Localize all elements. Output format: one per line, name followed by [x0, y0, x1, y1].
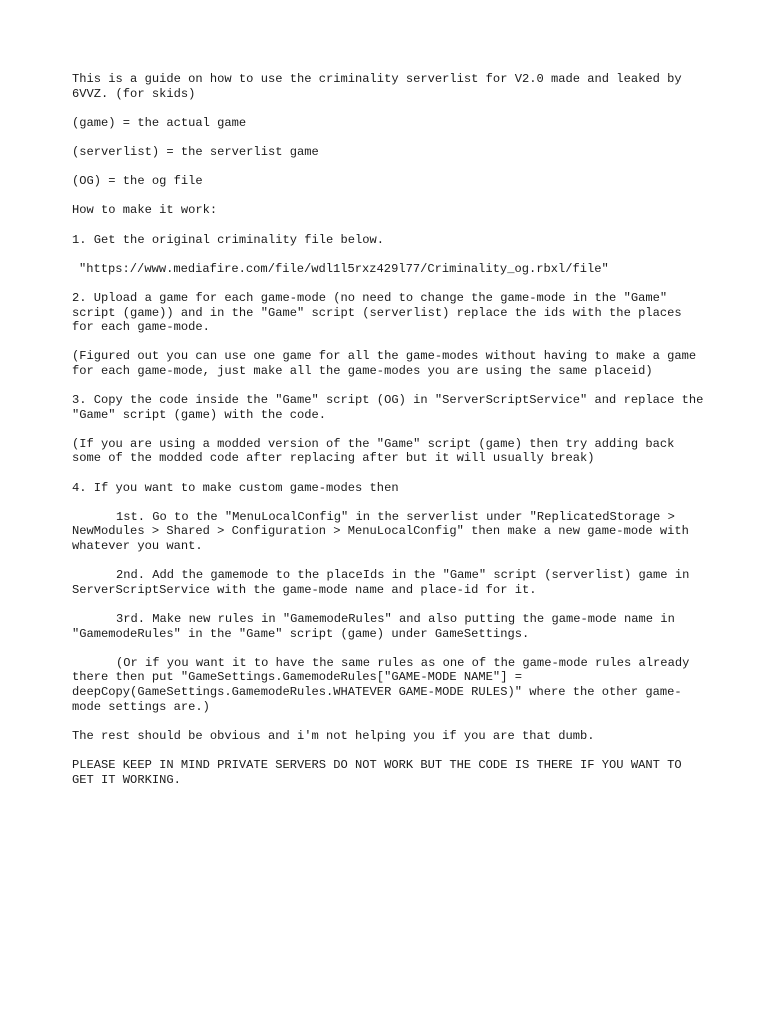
definition-game: (game) = the actual game: [72, 115, 247, 130]
step-4: 4. If you want to make custom game-modes then: [72, 480, 399, 495]
step-3: 3. Copy the code inside the "Game" script (OG) in "ServerScriptService" and replace the "Game" script (game) with the code.: [72, 393, 711, 422]
closing-remark: The rest should be obvious and i'm not helping you if you are that dumb.: [72, 728, 595, 743]
sub-step-2: 2nd. Add the gamemode to the placeIds in the "Game" script (serverlist) game in ServerScriptService with the game-mode name and place-id for it.: [72, 568, 697, 597]
document-body: [72, 72, 711, 802]
how-to-heading: How to make it work:: [72, 203, 218, 218]
sub-step-3-note: (Or if you want it to have the same rules as one of the game-mode rules already there then put "GameSettings.GamemodeRules["GAME-MODE NAME"] = deepCopy(GameSettings.GamemodeRules.WHATEVER GAME-MODE RULES)" where the other game-mode settings are.): [72, 655, 697, 714]
sub-step-3: 3rd. Make new rules in "GamemodeRules" and also putting the game-mode name in "GamemodeRules" in the "Game" script (game) under GameSettings.: [72, 611, 683, 641]
sub-step-1: 1st. Go to the "MenuLocalConfig" in the serverlist under "ReplicatedStorage > NewModules > Shared > Configuration > MenuLocalConfig" then make a new game-mode with whatever you want.: [72, 509, 697, 553]
definition-og: (OG) = the og file: [72, 174, 203, 189]
step-2: 2. Upload a game for each game-mode (no need to change the game-mode in the "Game" script (game)) and in the "Game" script (serverlist) replace the ids with the places for each game-mode.: [72, 290, 689, 335]
download-url[interactable]: "https://www.mediafire.com/file/wdl1l5rxz429l77/Criminality_og.rbxl/file": [79, 261, 609, 276]
step-3-note: (If you are using a modded version of the "Game" script (game) then try adding back some of the modded code after replacing after but it will usually break): [72, 436, 682, 466]
step-2-note: (Figured out you can use one game for all the game-modes without having to make a game for each game-mode, just make all the game-modes you are using the same placeid): [72, 349, 704, 378]
private-servers-warning: PLEASE KEEP IN MIND PRIVATE SERVERS DO NOT WORK BUT THE CODE IS THERE IF YOU WANT TO GET IT WORKING.: [72, 757, 689, 787]
definition-serverlist: (serverlist) = the serverlist game: [72, 144, 319, 159]
intro-paragraph: This is a guide on how to use the criminality serverlist for V2.0 made and leaked by 6VVZ. (for skids): [72, 72, 689, 101]
step-1: 1. Get the original criminality file below.: [72, 232, 385, 247]
